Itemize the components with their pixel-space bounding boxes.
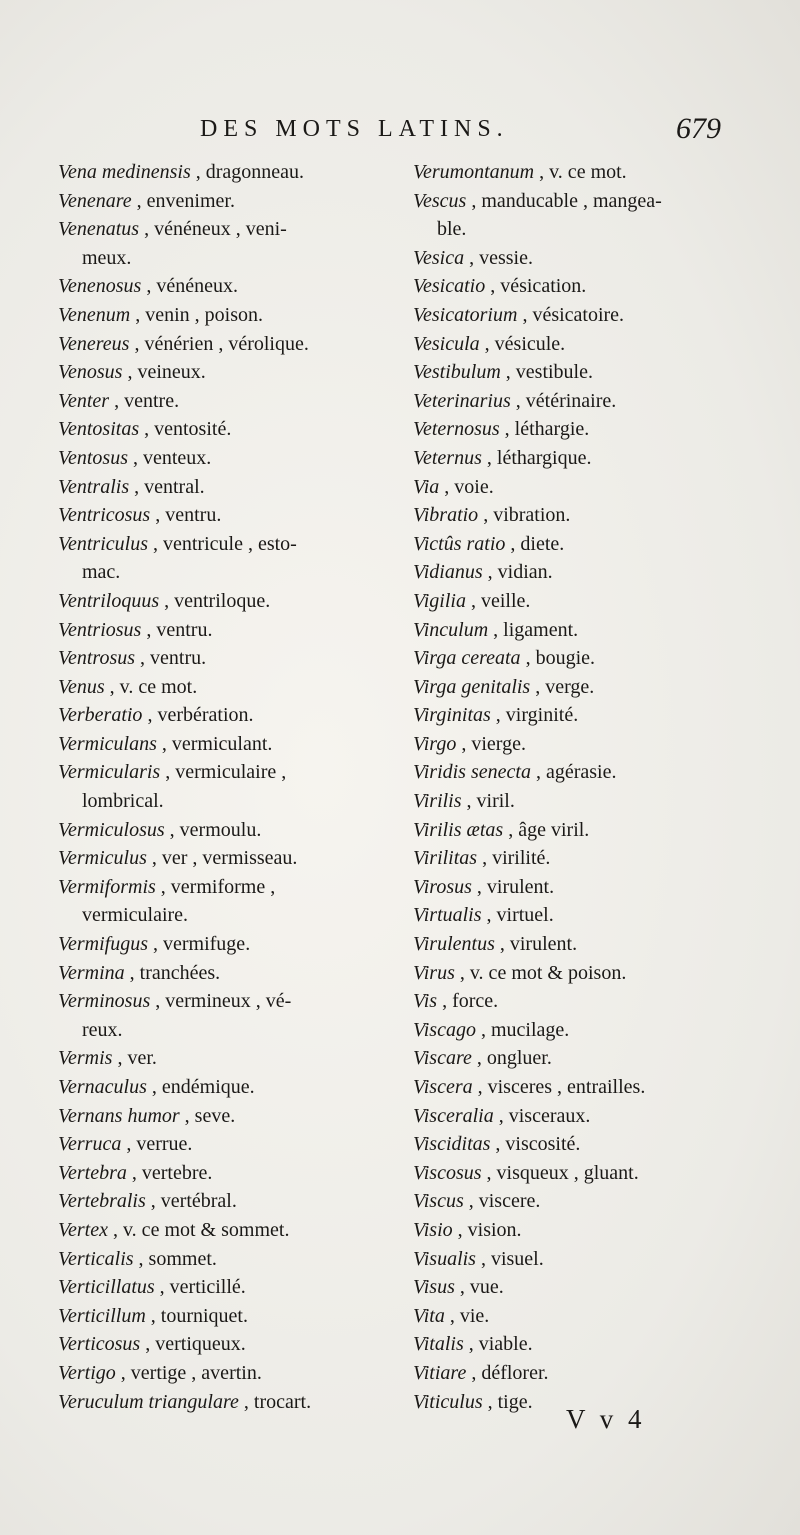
dictionary-entry: Vigilia , veille. — [413, 589, 531, 612]
dictionary-entry: Ventralis , ventral. — [58, 475, 205, 498]
dictionary-entry: Veruculum triangulare , trocart. — [58, 1390, 312, 1413]
entry-definition: v. ce mot. — [549, 161, 627, 183]
entry-definition: vénérien , vérolique. — [144, 332, 309, 355]
entry-term: Viscera — [413, 1076, 473, 1098]
entry-term: Viticulus — [413, 1390, 483, 1413]
entry-term: Viscare — [413, 1047, 472, 1070]
dictionary-entry: Ventriculus , ventricule , esto- mac. — [58, 530, 390, 587]
entry-term: Vertebra — [58, 1161, 127, 1184]
entry-definition: vermiculaire , — [175, 761, 287, 784]
dictionary-entry: Victûs ratio , diete. — [413, 532, 565, 555]
dictionary-entry: Vermina , tranchées. — [58, 961, 221, 984]
dictionary-entry: Vestibulum , vestibule. — [413, 361, 593, 384]
dictionary-entry: Vibratio , vibration. — [413, 504, 571, 527]
dictionary-entry: Vermiculans , vermiculant. — [58, 732, 273, 755]
entry-definition: déflorer. — [481, 1361, 549, 1384]
entry-term: Vermina — [58, 961, 125, 984]
entry-definition: virginité. — [505, 704, 579, 727]
entry-definition: ongluer. — [486, 1047, 552, 1070]
dictionary-entry: Ventriloquus , ventriloque. — [58, 589, 271, 612]
entry-definition: tranchées. — [139, 961, 221, 984]
dictionary-entry: Vertigo , vertige , avertin. — [58, 1361, 262, 1384]
dictionary-entry: Vermifugus , vermifuge. — [58, 933, 251, 956]
entry-term: Venereus — [58, 332, 130, 355]
entry-term: Viscago — [413, 1018, 476, 1041]
dictionary-entry: Viscosus , visqueux , gluant. — [413, 1161, 639, 1184]
entry-definition: vessie. — [479, 246, 533, 269]
entry-definition: visuel. — [490, 1247, 544, 1270]
entry-term: Vesicula — [413, 332, 480, 355]
entry-continuation: lombrical. — [82, 790, 164, 813]
dictionary-entry: Ventosus , venteux. — [58, 446, 212, 469]
entry-term: Veternus — [413, 446, 482, 469]
entry-definition: sommet. — [148, 1247, 217, 1270]
entry-term: Vermicularis — [58, 761, 161, 784]
entry-definition: vénéneux. — [156, 275, 238, 298]
entry-term: Virilis ætas — [413, 818, 504, 841]
entry-term: Ventosus — [58, 446, 128, 469]
entry-term: Vermifugus — [58, 933, 148, 956]
entry-term: Venenosus — [58, 275, 142, 298]
entry-definition: v. ce mot & poison. — [469, 961, 627, 984]
entry-term: Victûs ratio — [413, 532, 506, 555]
dictionary-entry: Viscare , ongluer. — [413, 1047, 552, 1070]
entry-definition: âge viril. — [518, 818, 590, 841]
dictionary-entry: Vescus , manducable , mangea- ble. — [413, 187, 743, 244]
dictionary-entry: Verticosus , vertiqueux. — [58, 1333, 246, 1356]
entry-definition: ventosité. — [154, 418, 232, 441]
dictionary-entry: Venter , ventre. — [58, 389, 180, 412]
dictionary-entry: Veternus , léthargique. — [413, 446, 592, 469]
entry-term: Venus — [58, 675, 105, 698]
dictionary-entry: Virgo , vierge. — [413, 732, 526, 755]
entry-term: Visio — [413, 1218, 453, 1241]
entry-term: Venenum — [58, 303, 131, 326]
entry-term: Vesicatio — [413, 275, 486, 298]
entry-continuation: ble. — [437, 218, 467, 241]
entry-term: Viscosus — [413, 1161, 482, 1184]
entry-definition: ventru. — [150, 647, 207, 670]
entry-continuation: meux. — [82, 246, 132, 269]
entry-definition: dragonneau. — [205, 161, 305, 183]
entry-definition: vidian. — [497, 561, 553, 584]
dictionary-entry: Venenatus , vénéneux , veni- meux. — [58, 215, 390, 272]
dictionary-entry: Vesicatorium , vésicatoire. — [413, 303, 625, 326]
entry-term: Virgo — [413, 732, 457, 755]
entry-term: Ventralis — [58, 475, 130, 498]
dictionary-entry: Virus , v. ce mot & poison. — [413, 961, 627, 984]
entry-definition: voie. — [454, 475, 494, 498]
entry-term: Vertigo — [58, 1361, 116, 1384]
entry-definition: virilité. — [492, 847, 551, 870]
entry-term: Vernans humor — [58, 1104, 180, 1127]
entry-term: Vis — [413, 990, 438, 1013]
entry-definition: vision. — [467, 1218, 522, 1241]
entry-definition: trocart. — [253, 1390, 312, 1413]
entry-term: Vidianus — [413, 561, 483, 584]
entry-term: Vesica — [413, 246, 465, 269]
entry-definition: verge. — [545, 675, 595, 698]
entry-term: Venter — [58, 389, 110, 412]
dictionary-entry: Vesicula , vésicule. — [413, 332, 566, 355]
entry-definition: viable. — [478, 1333, 533, 1356]
entry-definition: tourniquet. — [160, 1304, 248, 1327]
dictionary-entry: Visio , vision. — [413, 1218, 522, 1241]
entry-definition: bougie. — [535, 647, 595, 670]
dictionary-entry: Viticulus , tige. — [413, 1390, 533, 1413]
entry-definition: vermineux , vé- — [165, 990, 292, 1013]
entry-term: Virulentus — [413, 933, 495, 956]
dictionary-entry: Viscago , mucilage. — [413, 1018, 570, 1041]
entry-term: Ventositas — [58, 418, 140, 441]
dictionary-entry: Vertebralis , vertébral. — [58, 1190, 237, 1213]
dictionary-entry: Visciditas , viscosité. — [413, 1133, 581, 1156]
entry-definition: veineux. — [137, 361, 206, 384]
entry-term: Ventriosus — [58, 618, 142, 641]
entry-definition: visceres , entrailles. — [487, 1076, 646, 1098]
entry-definition: ventru. — [156, 618, 213, 641]
entry-term: Virus — [413, 961, 455, 984]
entry-term: Vertex — [58, 1218, 108, 1241]
dictionary-entry: Viscus , viscere. — [413, 1190, 541, 1213]
entry-definition: vermoulu. — [179, 818, 262, 841]
entry-definition: venteux. — [143, 446, 212, 469]
dictionary-entry: Virginitas , virginité. — [413, 704, 579, 727]
dictionary-entry: Venenum , venin , poison. — [58, 303, 263, 326]
entry-definition: vue. — [469, 1276, 504, 1299]
entry-definition: vibration. — [493, 504, 571, 527]
entry-term: Vesicatorium — [413, 303, 518, 326]
entry-term: Venosus — [58, 361, 123, 384]
dictionary-entry: Ventrosus , ventru. — [58, 647, 207, 670]
dictionary-entry: Verminosus , vermineux , vé- reux. — [58, 987, 390, 1044]
entry-term: Verberatio — [58, 704, 143, 727]
entry-definition: virulent. — [509, 933, 578, 956]
entry-term: Vitalis — [413, 1333, 464, 1356]
entry-term: Vernaculus — [58, 1076, 147, 1098]
entry-term: Visus — [413, 1276, 455, 1299]
entry-term: Vertebralis — [58, 1190, 146, 1213]
dictionary-entry: Venus , v. ce mot. — [58, 675, 198, 698]
dictionary-entry: Venereus , vénérien , vérolique. — [58, 332, 309, 355]
entry-term: Veternosus — [413, 418, 500, 441]
dictionary-entry: Vita , vie. — [413, 1304, 490, 1327]
entry-definition: viscere. — [478, 1190, 541, 1213]
dictionary-entry: Verticalis , sommet. — [58, 1247, 217, 1270]
dictionary-entry: Viridis senecta , agérasie. — [413, 761, 617, 784]
entry-definition: verrue. — [136, 1133, 193, 1156]
dictionary-entry: Vinculum , ligament. — [413, 618, 579, 641]
dictionary-entry: Via , voie. — [413, 475, 494, 498]
entry-definition: force. — [452, 990, 499, 1013]
entry-definition: envenimer. — [146, 189, 235, 212]
entry-definition: vétérinaire. — [525, 389, 617, 412]
entry-definition: ventru. — [165, 504, 222, 527]
entry-term: Visualis — [413, 1247, 476, 1270]
right-column — [413, 158, 743, 1416]
dictionary-entry: Visceralia , visceraux. — [413, 1104, 591, 1127]
dictionary-entry: Vesica , vessie. — [413, 246, 533, 269]
entry-definition: verticillé. — [169, 1276, 246, 1299]
entry-term: Visciditas — [413, 1133, 491, 1156]
entry-definition: ventral. — [144, 475, 205, 498]
dictionary-entry: Veternosus , léthargie. — [413, 418, 590, 441]
entry-term: Verminosus — [58, 990, 151, 1013]
entry-term: Verumontanum — [413, 161, 535, 183]
dictionary-entry: Vitalis , viable. — [413, 1333, 533, 1356]
entry-definition: ver. — [127, 1047, 157, 1070]
entry-definition: ventriloque. — [174, 589, 271, 612]
page-header — [0, 110, 800, 150]
entry-term: Vermiculus — [58, 847, 147, 870]
dictionary-entry: Venosus , veineux. — [58, 361, 206, 384]
dictionary-entry: Vertex , v. ce mot & sommet. — [58, 1218, 290, 1241]
dictionary-entry: Viscera , visceres , entrailles. — [413, 1076, 646, 1098]
entry-definition: ver , vermisseau. — [161, 847, 298, 870]
dictionary-entry: Vermiculus , ver , vermisseau. — [58, 847, 298, 870]
entry-definition: viril. — [476, 790, 515, 813]
entry-term: Vermiformis — [58, 875, 156, 898]
entry-term: Veterinarius — [413, 389, 511, 412]
entry-term: Virginitas — [413, 704, 491, 727]
entry-term: Vermiculans — [58, 732, 157, 755]
entry-definition: vie. — [459, 1304, 490, 1327]
entry-definition: visceraux. — [508, 1104, 591, 1127]
entry-definition: vierge. — [471, 732, 526, 755]
entry-definition: manducable , mangea- — [481, 189, 662, 212]
entry-term: Vena medinensis — [58, 161, 191, 183]
entry-term: Vitiare — [413, 1361, 467, 1384]
dictionary-entry: Virtualis , virtuel. — [413, 904, 554, 927]
entry-definition: vermifuge. — [163, 933, 251, 956]
entry-definition: seve. — [194, 1104, 236, 1127]
dictionary-entry: Verticillum , tourniquet. — [58, 1304, 248, 1327]
entry-term: Ventrosus — [58, 647, 136, 670]
entry-term: Verruca — [58, 1133, 122, 1156]
entry-continuation: reux. — [82, 1018, 123, 1041]
entry-term: Vermis — [58, 1047, 113, 1070]
entry-term: Ventriloquus — [58, 589, 160, 612]
entry-term: Vita — [413, 1304, 445, 1327]
entry-term: Viridis senecta — [413, 761, 531, 784]
entry-definition: vésicatoire. — [532, 303, 625, 326]
entry-definition: verbération. — [157, 704, 254, 727]
dictionary-entry: Vidianus , vidian. — [413, 561, 553, 584]
entry-definition: vertiqueux. — [155, 1333, 246, 1356]
entry-definition: tige. — [497, 1390, 533, 1413]
dictionary-entry: Verberatio , verbération. — [58, 704, 254, 727]
dictionary-entry: Vitiare , déflorer. — [413, 1361, 549, 1384]
entry-definition: virtuel. — [496, 904, 554, 927]
dictionary-entry: Vernaculus , endémique. — [58, 1076, 255, 1098]
entry-term: Verticosus — [58, 1333, 141, 1356]
entry-term: Venenare — [58, 189, 132, 212]
entry-term: Virilitas — [413, 847, 478, 870]
dictionary-entry: Visus , vue. — [413, 1276, 504, 1299]
entry-definition: diete. — [520, 532, 565, 555]
dictionary-entry: Virosus , virulent. — [413, 875, 555, 898]
page-number: 679 — [676, 112, 721, 145]
dictionary-entry: Venenare , envenimer. — [58, 189, 235, 212]
entry-continuation: vermiculaire. — [82, 904, 189, 927]
entry-term: Ventricosus — [58, 504, 151, 527]
entry-term: Virilis — [413, 790, 462, 813]
dictionary-entry: Vertebra , vertebre. — [58, 1161, 213, 1184]
dictionary-entry: Virilis , viril. — [413, 790, 515, 813]
entry-definition: vertébral. — [160, 1190, 237, 1213]
entry-term: Veruculum triangulare — [58, 1390, 239, 1413]
entry-term: Venenatus — [58, 218, 140, 241]
dictionary-entry: Virga cereata , bougie. — [413, 647, 595, 670]
entry-term: Vigilia — [413, 589, 466, 612]
entry-term: Vermiculosus — [58, 818, 165, 841]
dictionary-entry: Virilis ætas , âge viril. — [413, 818, 590, 841]
dictionary-entry: Veterinarius , vétérinaire. — [413, 389, 617, 412]
running-head: DES MOTS LATINS. — [200, 116, 509, 142]
dictionary-entry: Ventositas , ventosité. — [58, 418, 232, 441]
entry-term: Vinculum — [413, 618, 489, 641]
dictionary-entry: Verumontanum , v. ce mot. — [413, 161, 627, 183]
entry-definition: vermiculant. — [171, 732, 273, 755]
entry-term: Via — [413, 475, 440, 498]
entry-definition: vésicule. — [494, 332, 566, 355]
entry-term: Virga cereata — [413, 647, 521, 670]
entry-definition: virulent. — [486, 875, 555, 898]
dictionary-entry: Vesicatio , vésication. — [413, 275, 587, 298]
dictionary-entry: Virga genitalis , verge. — [413, 675, 595, 698]
entry-definition: vésication. — [500, 275, 587, 298]
entry-term: Virosus — [413, 875, 472, 898]
entry-definition: vénéneux , veni- — [154, 218, 287, 241]
dictionary-entry: Verruca , verrue. — [58, 1133, 193, 1156]
dictionary-entry: Visualis , visuel. — [413, 1247, 544, 1270]
dictionary-entry: Vermicularis , vermiculaire , lombrical. — [58, 758, 390, 815]
dictionary-entry: Ventriosus , ventru. — [58, 618, 213, 641]
entry-term: Verticalis — [58, 1247, 134, 1270]
entry-definition: mucilage. — [490, 1018, 570, 1041]
entry-definition: v. ce mot. — [119, 675, 198, 698]
entry-term: Vibratio — [413, 504, 479, 527]
entry-definition: vertebre. — [141, 1161, 213, 1184]
entry-term: Vescus — [413, 189, 467, 212]
signature-mark: V v 4 — [566, 1404, 646, 1434]
entry-definition: visqueux , gluant. — [496, 1161, 639, 1184]
entry-term: Ventriculus — [58, 532, 148, 555]
dictionary-entry: Vermis , ver. — [58, 1047, 157, 1070]
entry-term: Virtualis — [413, 904, 482, 927]
entry-definition: v. ce mot & sommet. — [122, 1218, 290, 1241]
dictionary-entry: Verticillatus , verticillé. — [58, 1276, 246, 1299]
entry-term: Visceralia — [413, 1104, 494, 1127]
dictionary-entry: Vena medinensis , dragonneau. — [58, 161, 305, 183]
entry-continuation: mac. — [82, 561, 121, 584]
entry-definition: endémique. — [161, 1076, 255, 1098]
entry-definition: ventricule , esto- — [163, 532, 297, 555]
entry-definition: vestibule. — [515, 361, 593, 384]
left-column — [58, 158, 390, 1416]
dictionary-entry: Vermiformis , vermiforme , vermiculaire. — [58, 873, 390, 930]
entry-definition: vertige , avertin. — [130, 1361, 262, 1384]
dictionary-entry: Venenosus , vénéneux. — [58, 275, 238, 298]
dictionary-entry: Vis , force. — [413, 990, 499, 1013]
dictionary-entry: Vernans humor , seve. — [58, 1104, 236, 1127]
dictionary-entry: Vermiculosus , vermoulu. — [58, 818, 262, 841]
entry-term: Verticillum — [58, 1304, 146, 1327]
entry-definition: vermiforme , — [170, 875, 276, 898]
dictionary-entry: Virulentus , virulent. — [413, 933, 578, 956]
entry-term: Virga genitalis — [413, 675, 531, 698]
entry-definition: agérasie. — [545, 761, 617, 784]
entry-term: Verticillatus — [58, 1276, 155, 1299]
entry-definition: viscosité. — [505, 1133, 581, 1156]
entry-term: Vestibulum — [413, 361, 501, 384]
dictionary-entry: Ventricosus , ventru. — [58, 504, 222, 527]
entry-definition: ventre. — [124, 389, 180, 412]
dictionary-entry: Virilitas , virilité. — [413, 847, 551, 870]
entry-definition: veille. — [480, 589, 531, 612]
entry-definition: ligament. — [503, 618, 579, 641]
entry-definition: léthargique. — [496, 446, 592, 469]
entry-definition: venin , poison. — [145, 303, 263, 326]
entry-definition: léthargie. — [514, 418, 590, 441]
entry-term: Viscus — [413, 1190, 464, 1213]
